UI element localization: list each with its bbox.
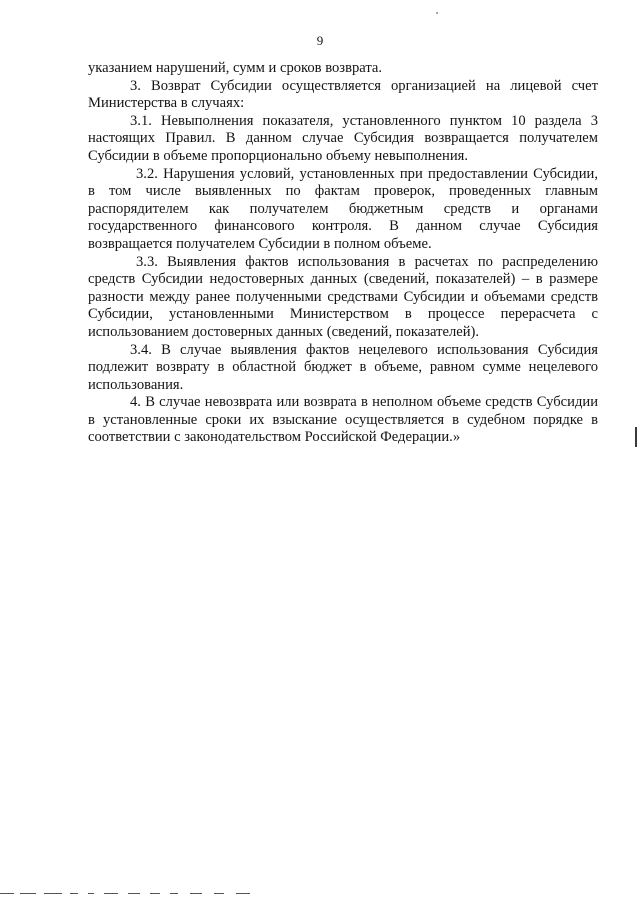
scan-artifact-speck (436, 12, 438, 14)
paragraph-clause-3-4: 3.4. В случае выявления фактов нецелевого использования Субсидия подлежит возврату в областной бюджет в объеме, равном сумме нецелевого использования. (88, 341, 598, 393)
scan-artifact-edge (635, 427, 637, 447)
paragraph-clause-3-2: 3.2. Нарушения условий, установленных при предоставлении Субсидии, в том числе выявленных по фактам проверок, проведенных главным распорядителем как получателем бюджетным средств и органами государственного финансового контроля. В данном случае Субсидия возвращается получателем Субсидии в полном объеме. (88, 165, 598, 252)
paragraph-continuation: указанием нарушений, сумм и сроков возврата. (88, 60, 383, 76)
paragraph-clause-3-1: 3.1. Невыполнения показателя, установленного пунктом 10 раздела 3 настоящих Правил. В данном случае Субсидия возвращается получателем Субсидии в объеме пропорционально объему невыполнения. (88, 112, 598, 164)
paragraph-clause-4: 4. В случае невозврата или возврата в неполном объеме средств Субсидии в установленные сроки их взыскание осуществляется в судебном порядке в соответствии с законодательством Российской Федерации.» (88, 394, 598, 446)
paragraph-clause-3-3: 3.3. Выявления фактов использования в расчетах по распределению средств Субсидии недостоверных данных (сведений, показателей) – в размере разности между ранее полученными средствами Субсидии и объемами средств Субсидии, установленными Министерством в процессе перерасчета с использованием достоверных данных (сведений, показателей). (88, 253, 598, 340)
scan-artifact-footer (0, 893, 260, 897)
document-body (88, 60, 598, 447)
page-number: 9 (316, 33, 324, 48)
paragraph-clause-3: 3. Возврат Субсидии осуществляется организацией на лицевой счет Министерства в случаях: (88, 77, 598, 112)
